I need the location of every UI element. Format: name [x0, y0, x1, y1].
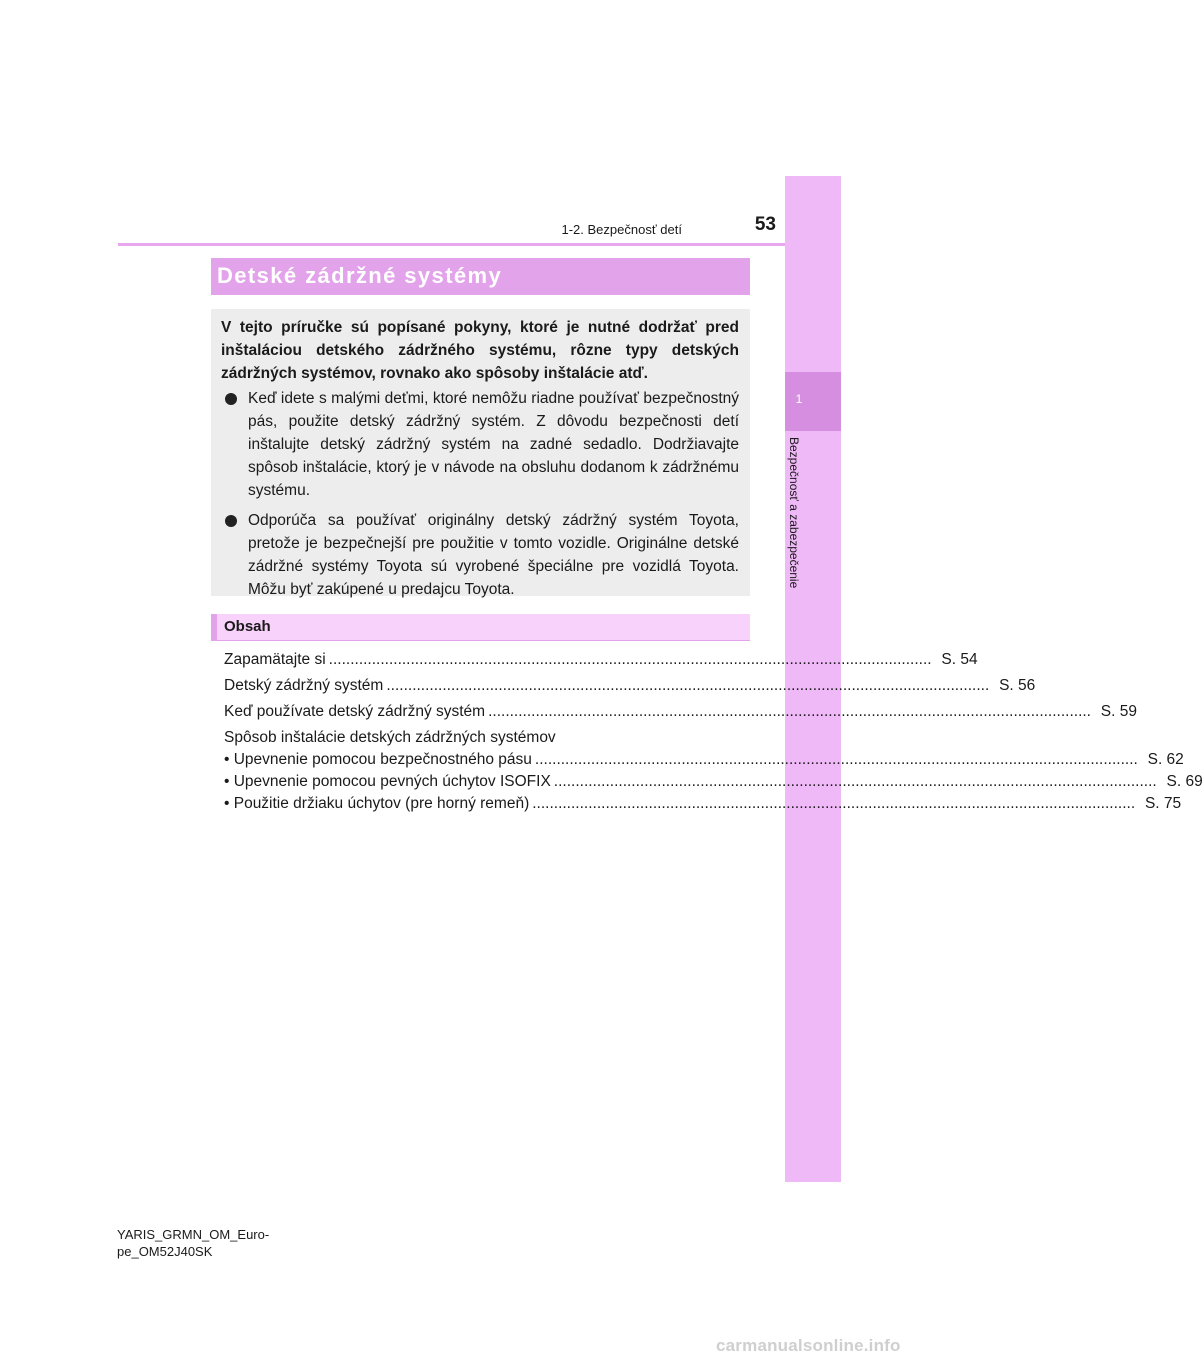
toc-item[interactable]	[224, 675, 1036, 697]
contents-label: Obsah	[224, 618, 271, 635]
section-header: 1-2. Bezpečnosť detí	[561, 222, 682, 237]
toc-item-page: S. 59	[1100, 703, 1137, 720]
toc-item-text: Zapamätajte si	[224, 651, 326, 668]
intro-bullet	[221, 509, 739, 601]
bullet-dot-icon	[225, 515, 237, 527]
toc-item[interactable]	[224, 649, 978, 671]
toc-group-title: Spôsob inštalácie detských zádržných systémov	[224, 729, 556, 746]
toc-item-page: S. 56	[999, 677, 1036, 694]
watermark: carmanualsonline.info	[716, 1336, 901, 1355]
intro-bullet-text: Keď idete s malými deťmi, ktoré nemôžu riadne používať bezpečnostný pás, použite detský zádržný systém. Z dôvodu bezpečnosti detí inštalujte detský zádržný systém na zadné sedadlo. Dodržiavajte spôsob inštalácie, ktorý je v návode na obsluhu dodanom k zádržnému systému.	[248, 390, 739, 499]
toc-item-text: Keď používate detský zádržný systém	[224, 703, 486, 720]
toc-sub-item-page: S. 69	[1166, 773, 1203, 790]
toc-sub-item-text: • Upevnenie pomocou pevných úchytov ISOFIX	[224, 773, 551, 790]
toc-item-page: S. 54	[941, 651, 978, 668]
bullet-dot-icon	[225, 393, 237, 405]
document-code	[117, 1226, 269, 1260]
toc-leader-dots: ............................................................................................................................................	[532, 795, 1136, 812]
intro-box	[211, 309, 750, 596]
document-code-line2: pe_OM52J40SK	[117, 1244, 213, 1259]
side-chapter-label: Bezpečnosť a zabezpečenie	[787, 437, 801, 589]
intro-bullet-text: Odporúča sa používať originálny detský zádržný systém Toyota, pretože je bezpečnejší pre použitie v tomto vozidle. Originálne detské zádržné systémy Toyota sú vyrobené špeciálne pre vozidlá Toyota. Môžu byť zakúpené u predajcu Toyota.	[248, 512, 739, 598]
side-chapter-number: 1	[795, 392, 803, 406]
toc-sub-item[interactable]	[224, 771, 1203, 793]
toc-sub-item-page: S. 75	[1144, 795, 1182, 812]
toc-item-text: Detský zádržný systém	[224, 677, 384, 694]
toc-sub-item[interactable]	[224, 749, 1184, 771]
intro-bullet	[221, 387, 739, 502]
toc-leader-dots: ............................................................................................................................................	[553, 773, 1157, 790]
intro-lead: V tejto príručke sú popísané pokyny, ktoré je nutné dodržať pred inštaláciou detského zádržného systému, rôzne typy detských zádržných systémov, rovnako ako spôsoby inštalácie atď.	[221, 319, 739, 382]
toc-sub-item-text: • Upevnenie pomocou bezpečnostného pásu	[224, 751, 532, 768]
document-code-line1: YARIS_GRMN_OM_Euro-	[117, 1227, 270, 1242]
toc-sub-item[interactable]	[224, 793, 1182, 815]
toc-item[interactable]	[224, 701, 1137, 723]
toc-leader-dots: ............................................................................................................................................	[386, 677, 990, 694]
page-number: 53	[754, 214, 776, 235]
toc-sub-item-text: • Použitie držiaku úchytov (pre horný remeň)	[224, 795, 530, 812]
toc-sub-item-page: S. 62	[1147, 751, 1184, 768]
section-title-bar	[211, 258, 750, 295]
toc-leader-dots: ............................................................................................................................................	[488, 703, 1091, 720]
contents-header	[211, 614, 750, 641]
toc-leader-dots: ............................................................................................................................................	[328, 651, 932, 668]
header-rule	[118, 243, 785, 246]
table-of-contents	[224, 649, 1203, 815]
section-title: Detské zádržné systémy	[217, 263, 503, 288]
toc-leader-dots: ............................................................................................................................................	[534, 751, 1138, 768]
contents-accent	[211, 614, 217, 640]
